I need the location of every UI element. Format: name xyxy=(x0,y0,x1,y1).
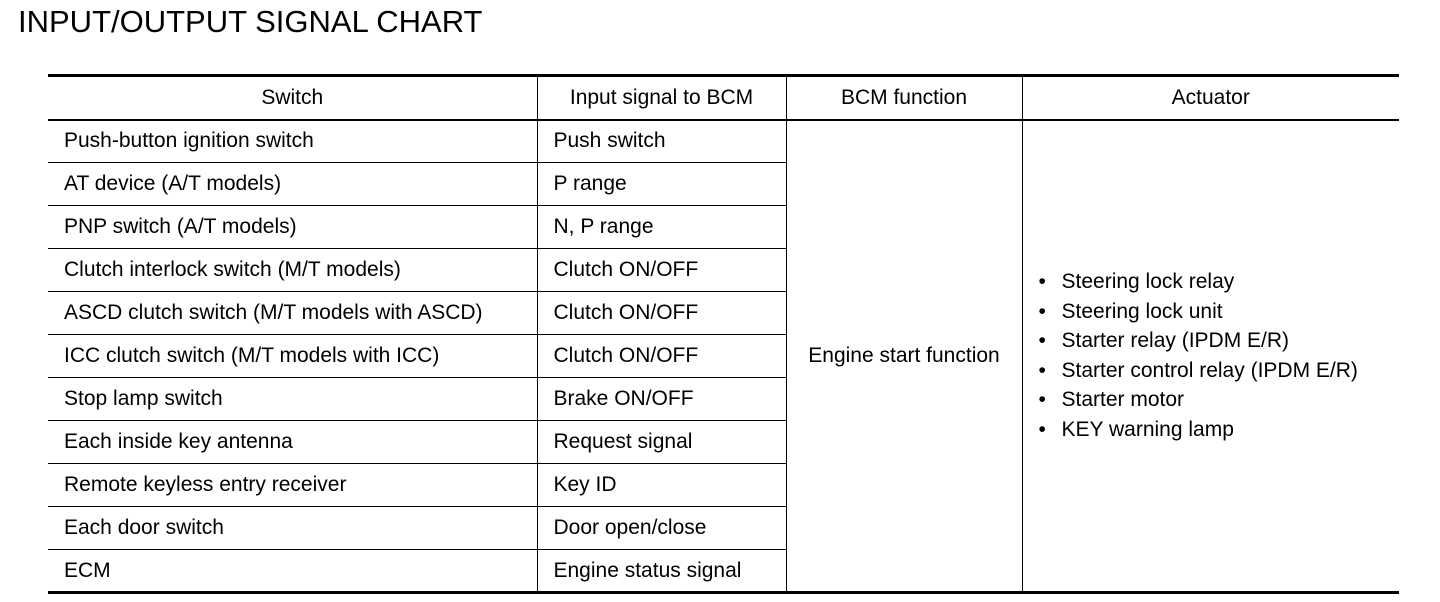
switch-cell: Remote keyless entry receiver xyxy=(48,464,537,507)
switch-cell: Each inside key antenna xyxy=(48,421,537,464)
table-row xyxy=(48,120,1399,163)
switch-cell: PNP switch (A/T models) xyxy=(48,206,537,249)
actuator-cell xyxy=(1022,120,1399,593)
signal-table xyxy=(48,74,1399,594)
bcm-function-cell: Engine start function xyxy=(786,120,1022,593)
actuator-label: Starter control relay (IPDM E/R) xyxy=(1061,358,1358,382)
switch-cell: AT device (A/T models) xyxy=(48,163,537,206)
actuator-item xyxy=(1039,297,1400,327)
actuator-label: Steering lock unit xyxy=(1061,299,1223,323)
input-signal-cell: Clutch ON/OFF xyxy=(537,292,786,335)
table-body xyxy=(48,120,1399,593)
bullet-icon: • xyxy=(1038,358,1046,382)
input-signal-cell: Door open/close xyxy=(537,507,786,550)
actuator-item xyxy=(1039,267,1400,297)
header-switch: Switch xyxy=(48,76,537,120)
input-signal-cell: Push switch xyxy=(537,120,786,163)
header-input-signal: Input signal to BCM xyxy=(537,76,786,120)
bullet-icon: • xyxy=(1038,417,1046,441)
actuator-label: Steering lock relay xyxy=(1061,270,1235,294)
input-signal-cell: N, P range xyxy=(537,206,786,249)
page-title: INPUT/OUTPUT SIGNAL CHART xyxy=(18,4,483,39)
switch-cell: Push-button ignition switch xyxy=(48,120,537,163)
actuator-label: Starter relay (IPDM E/R) xyxy=(1061,329,1290,353)
bullet-icon: • xyxy=(1038,388,1046,412)
header-actuator: Actuator xyxy=(1022,76,1399,120)
actuator-label: Starter motor xyxy=(1061,388,1185,412)
input-signal-cell: Clutch ON/OFF xyxy=(537,335,786,378)
switch-cell: Each door switch xyxy=(48,507,537,550)
table-header xyxy=(48,76,1399,120)
actuator-list xyxy=(1039,267,1400,444)
switch-cell: ASCD clutch switch (M/T models with ASCD) xyxy=(48,292,537,335)
bullet-icon: • xyxy=(1038,329,1046,353)
actuator-label: KEY warning lamp xyxy=(1061,417,1234,441)
actuator-item xyxy=(1039,356,1400,386)
switch-cell: ECM xyxy=(48,550,537,593)
switch-cell: Stop lamp switch xyxy=(48,378,537,421)
switch-cell: Clutch interlock switch (M/T models) xyxy=(48,249,537,292)
input-signal-cell: Clutch ON/OFF xyxy=(537,249,786,292)
header-bcm-function: BCM function xyxy=(786,76,1022,120)
bullet-icon: • xyxy=(1038,270,1046,294)
actuator-item xyxy=(1039,385,1400,415)
input-signal-cell: P range xyxy=(537,163,786,206)
header-row xyxy=(48,76,1399,120)
switch-cell: ICC clutch switch (M/T models with ICC) xyxy=(48,335,537,378)
actuator-item xyxy=(1039,415,1400,445)
input-signal-cell: Request signal xyxy=(537,421,786,464)
bullet-icon: • xyxy=(1038,299,1046,323)
input-signal-cell: Engine status signal xyxy=(537,550,786,593)
input-signal-cell: Key ID xyxy=(537,464,786,507)
input-signal-cell: Brake ON/OFF xyxy=(537,378,786,421)
actuator-item xyxy=(1039,326,1400,356)
